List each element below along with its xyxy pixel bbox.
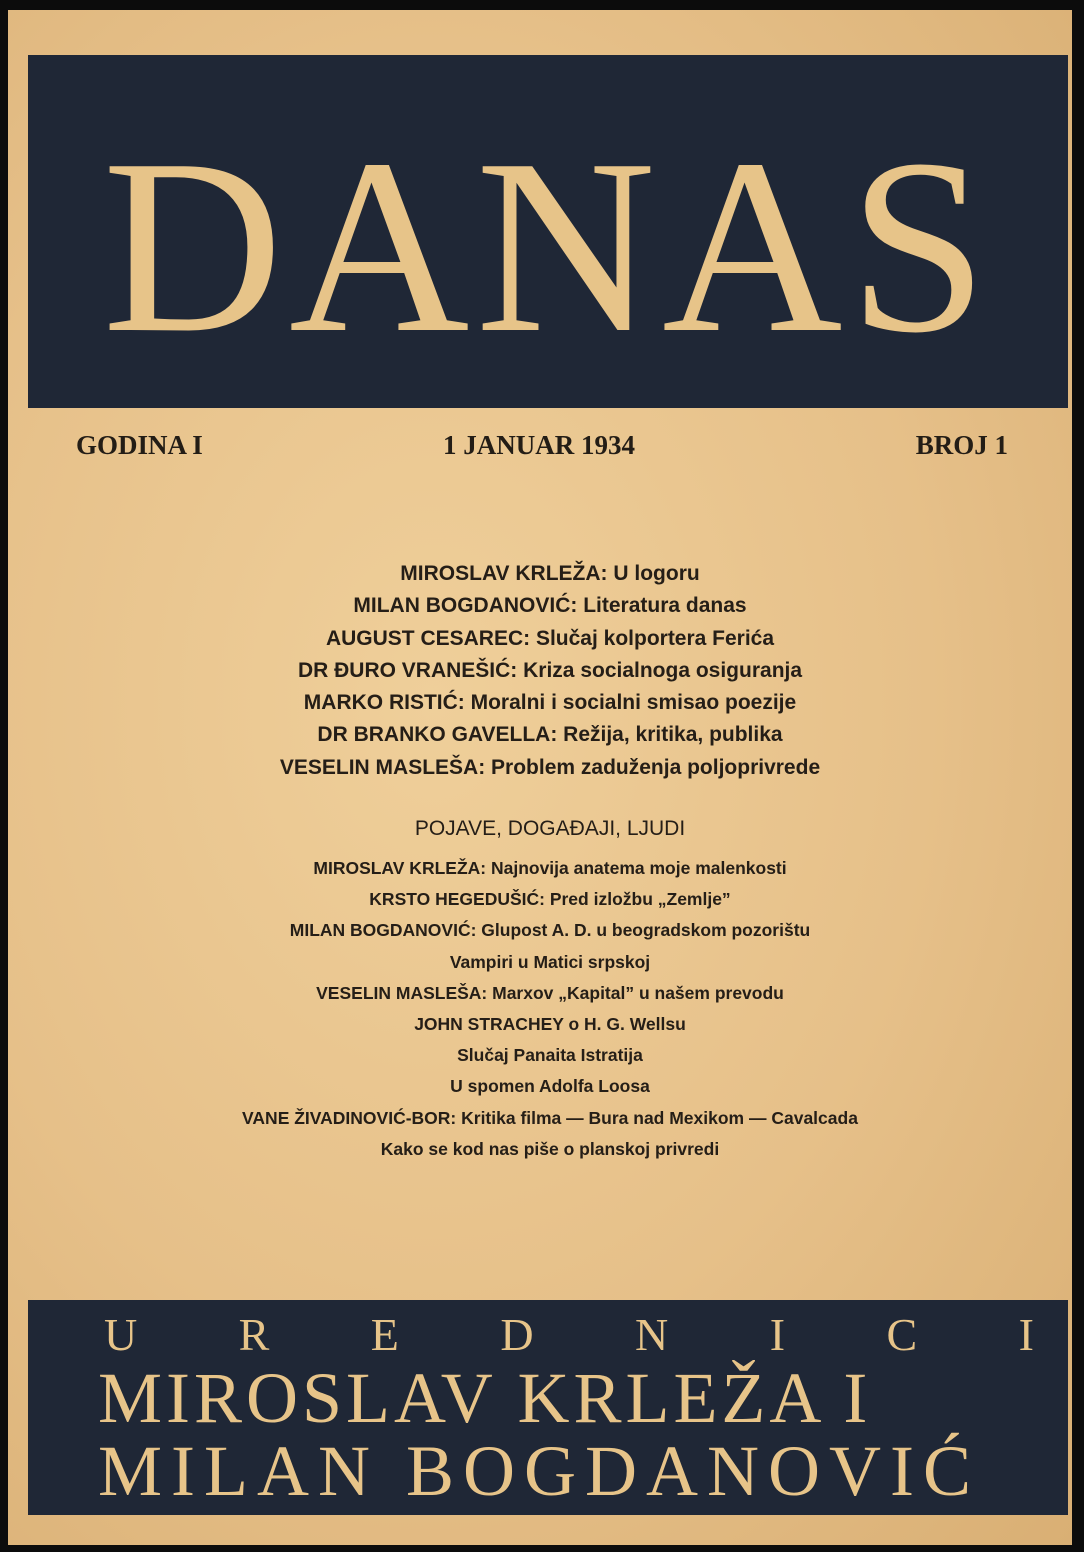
section-item: VESELIN MASLEŠA: Marxov „Kapital” u našem prevodu (316, 982, 784, 1003)
issue-date: 1 JANUAR 1934 (443, 430, 635, 460)
magazine-title: DANAS (102, 108, 994, 385)
editor-name-line: MIROSLAV KRLEŽA I (98, 1358, 872, 1438)
issue-info (76, 430, 1008, 470)
editors-label-letter: D (500, 1309, 534, 1360)
toc-item: DR BRANKO GAVELLA: Režija, kritika, publika (317, 723, 783, 747)
editors-label-letter: U (104, 1309, 138, 1360)
section-heading: POJAVE, DOGAĐAJI, LJUDI (414, 817, 686, 840)
toc-item: MILAN BOGDANOVIĆ: Literatura danas (353, 594, 747, 618)
toc-item: MIROSLAV KRLEŽA: U logoru (400, 562, 700, 585)
section-item: Kako se kod nas piše o planskoj privredi (380, 1138, 720, 1159)
section-item: Vampiri u Matici srpskoj (449, 951, 651, 972)
editors-label-letter: C (886, 1309, 918, 1360)
issue-year: GODINA I (76, 430, 203, 460)
section-item: Slučaj Panaita Istratija (457, 1045, 643, 1066)
masthead-panel (28, 55, 1068, 408)
editors-label-letter: R (238, 1309, 270, 1360)
section-contents (158, 853, 942, 1165)
section-item: MILAN BOGDANOVIĆ: Glupost A. D. u beogradskom pozorištu (289, 920, 811, 941)
section-item: U spomen Adolfa Loosa (450, 1076, 650, 1097)
editors-label-letter: I (769, 1309, 786, 1360)
section-item: JOHN STRACHEY o H. G. Wellsu (414, 1013, 686, 1034)
editor-name-line: MILAN BOGDANOVIĆ (98, 1431, 980, 1511)
toc-item: VESELIN MASLEŠA: Problem zaduženja poljoprivrede (279, 755, 821, 779)
toc-item: AUGUST CESAREC: Slučaj kolportera Ferića (325, 626, 775, 650)
toc-item: DR ĐURO VRANEŠIĆ: Kriza socialnoga osiguranja (297, 658, 803, 682)
editors-panel (28, 1300, 1068, 1515)
section-item: VANE ŽIVADINOVIĆ-BOR: Kritika filma — Bura nad Mexikom — Cavalcada (242, 1107, 858, 1128)
toc-item: MARKO RISTIĆ: Moralni i socialni smisao poezije (303, 691, 797, 715)
editors-label (104, 1310, 1034, 1360)
table-of-contents (158, 558, 942, 784)
section-item: MIROSLAV KRLEŽA: Najnovija anatema moje malenkosti (313, 858, 787, 878)
editors-label-letter: N (635, 1309, 669, 1360)
section-item: KRSTO HEGEDUŠIĆ: Pred izložbu „Zemlje” (369, 889, 731, 910)
editors-label-letter: I (1018, 1309, 1034, 1360)
magazine-cover (8, 10, 1072, 1545)
issue-number: BROJ 1 (915, 430, 1008, 460)
editors-label-letter: E (370, 1309, 399, 1360)
